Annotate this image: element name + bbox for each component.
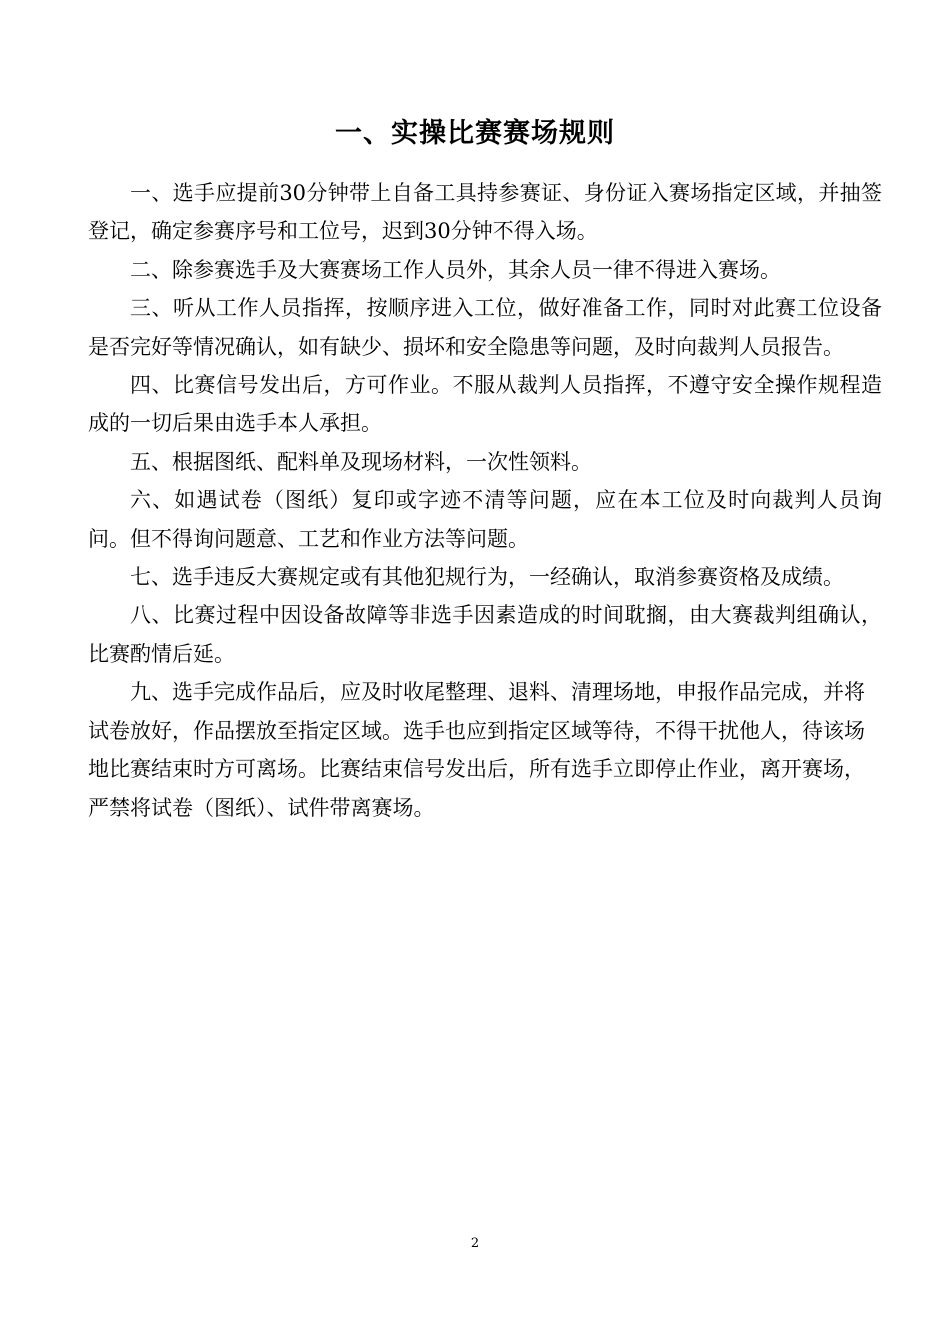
rule-paragraph-5: 五、根据图纸、配料单及现场材料，一次性领料。	[130, 449, 592, 474]
rule-paragraph-6: 六、如遇试卷（图纸）复印或字迹不清等问题，应在本工位及时向裁判人员询问。但不得询问题意、工艺和作业方法等问题。	[88, 488, 882, 551]
rule-paragraph-4: 四、比赛信号发出后，方可作业。不服从裁判人员指挥，不遵守安全操作规程造成的一切后果由选手本人承担。	[88, 373, 882, 436]
page-number: 2	[470, 1236, 480, 1251]
page-title: 一、实操比赛赛场规则	[335, 118, 615, 150]
rule-paragraph-1: 一、选手应提前30分钟带上自备工具持参赛证、身份证入赛场指定区域，并抽签登记，确定参赛序号和工位号，迟到30分钟不得入场。	[88, 181, 882, 244]
rule-paragraph-8: 八、比赛过程中因设备故障等非选手因素造成的时间耽搁，由大赛裁判组确认，比赛酌情后延。	[88, 603, 882, 666]
rule-paragraph-7: 七、选手违反大赛规定或有其他犯规行为，一经确认，取消参赛资格及成绩。	[130, 565, 844, 590]
rules-body	[88, 174, 882, 827]
rule-paragraph-9: 九、选手完成作品后，应及时收尾整理、退料、清理场地，申报作品完成，并将试卷放好，作品摆放至指定区域。选手也应到指定区域等待，不得干扰他人，待该场地比赛结束时方可离场。比赛结束信号发出后，所有选手立即停止作业，离开赛场，严禁将试卷（图纸）、试件带离赛场。	[88, 680, 865, 820]
rule-paragraph-2: 二、除参赛选手及大赛赛场工作人员外，其余人员一律不得进入赛场。	[130, 257, 781, 282]
rule-paragraph-3: 三、听从工作人员指挥，按顺序进入工位，做好准备工作，同时对此赛工位设备是否完好等情况确认，如有缺少、损坏和安全隐患等问题，及时向裁判人员报告。	[88, 296, 882, 359]
